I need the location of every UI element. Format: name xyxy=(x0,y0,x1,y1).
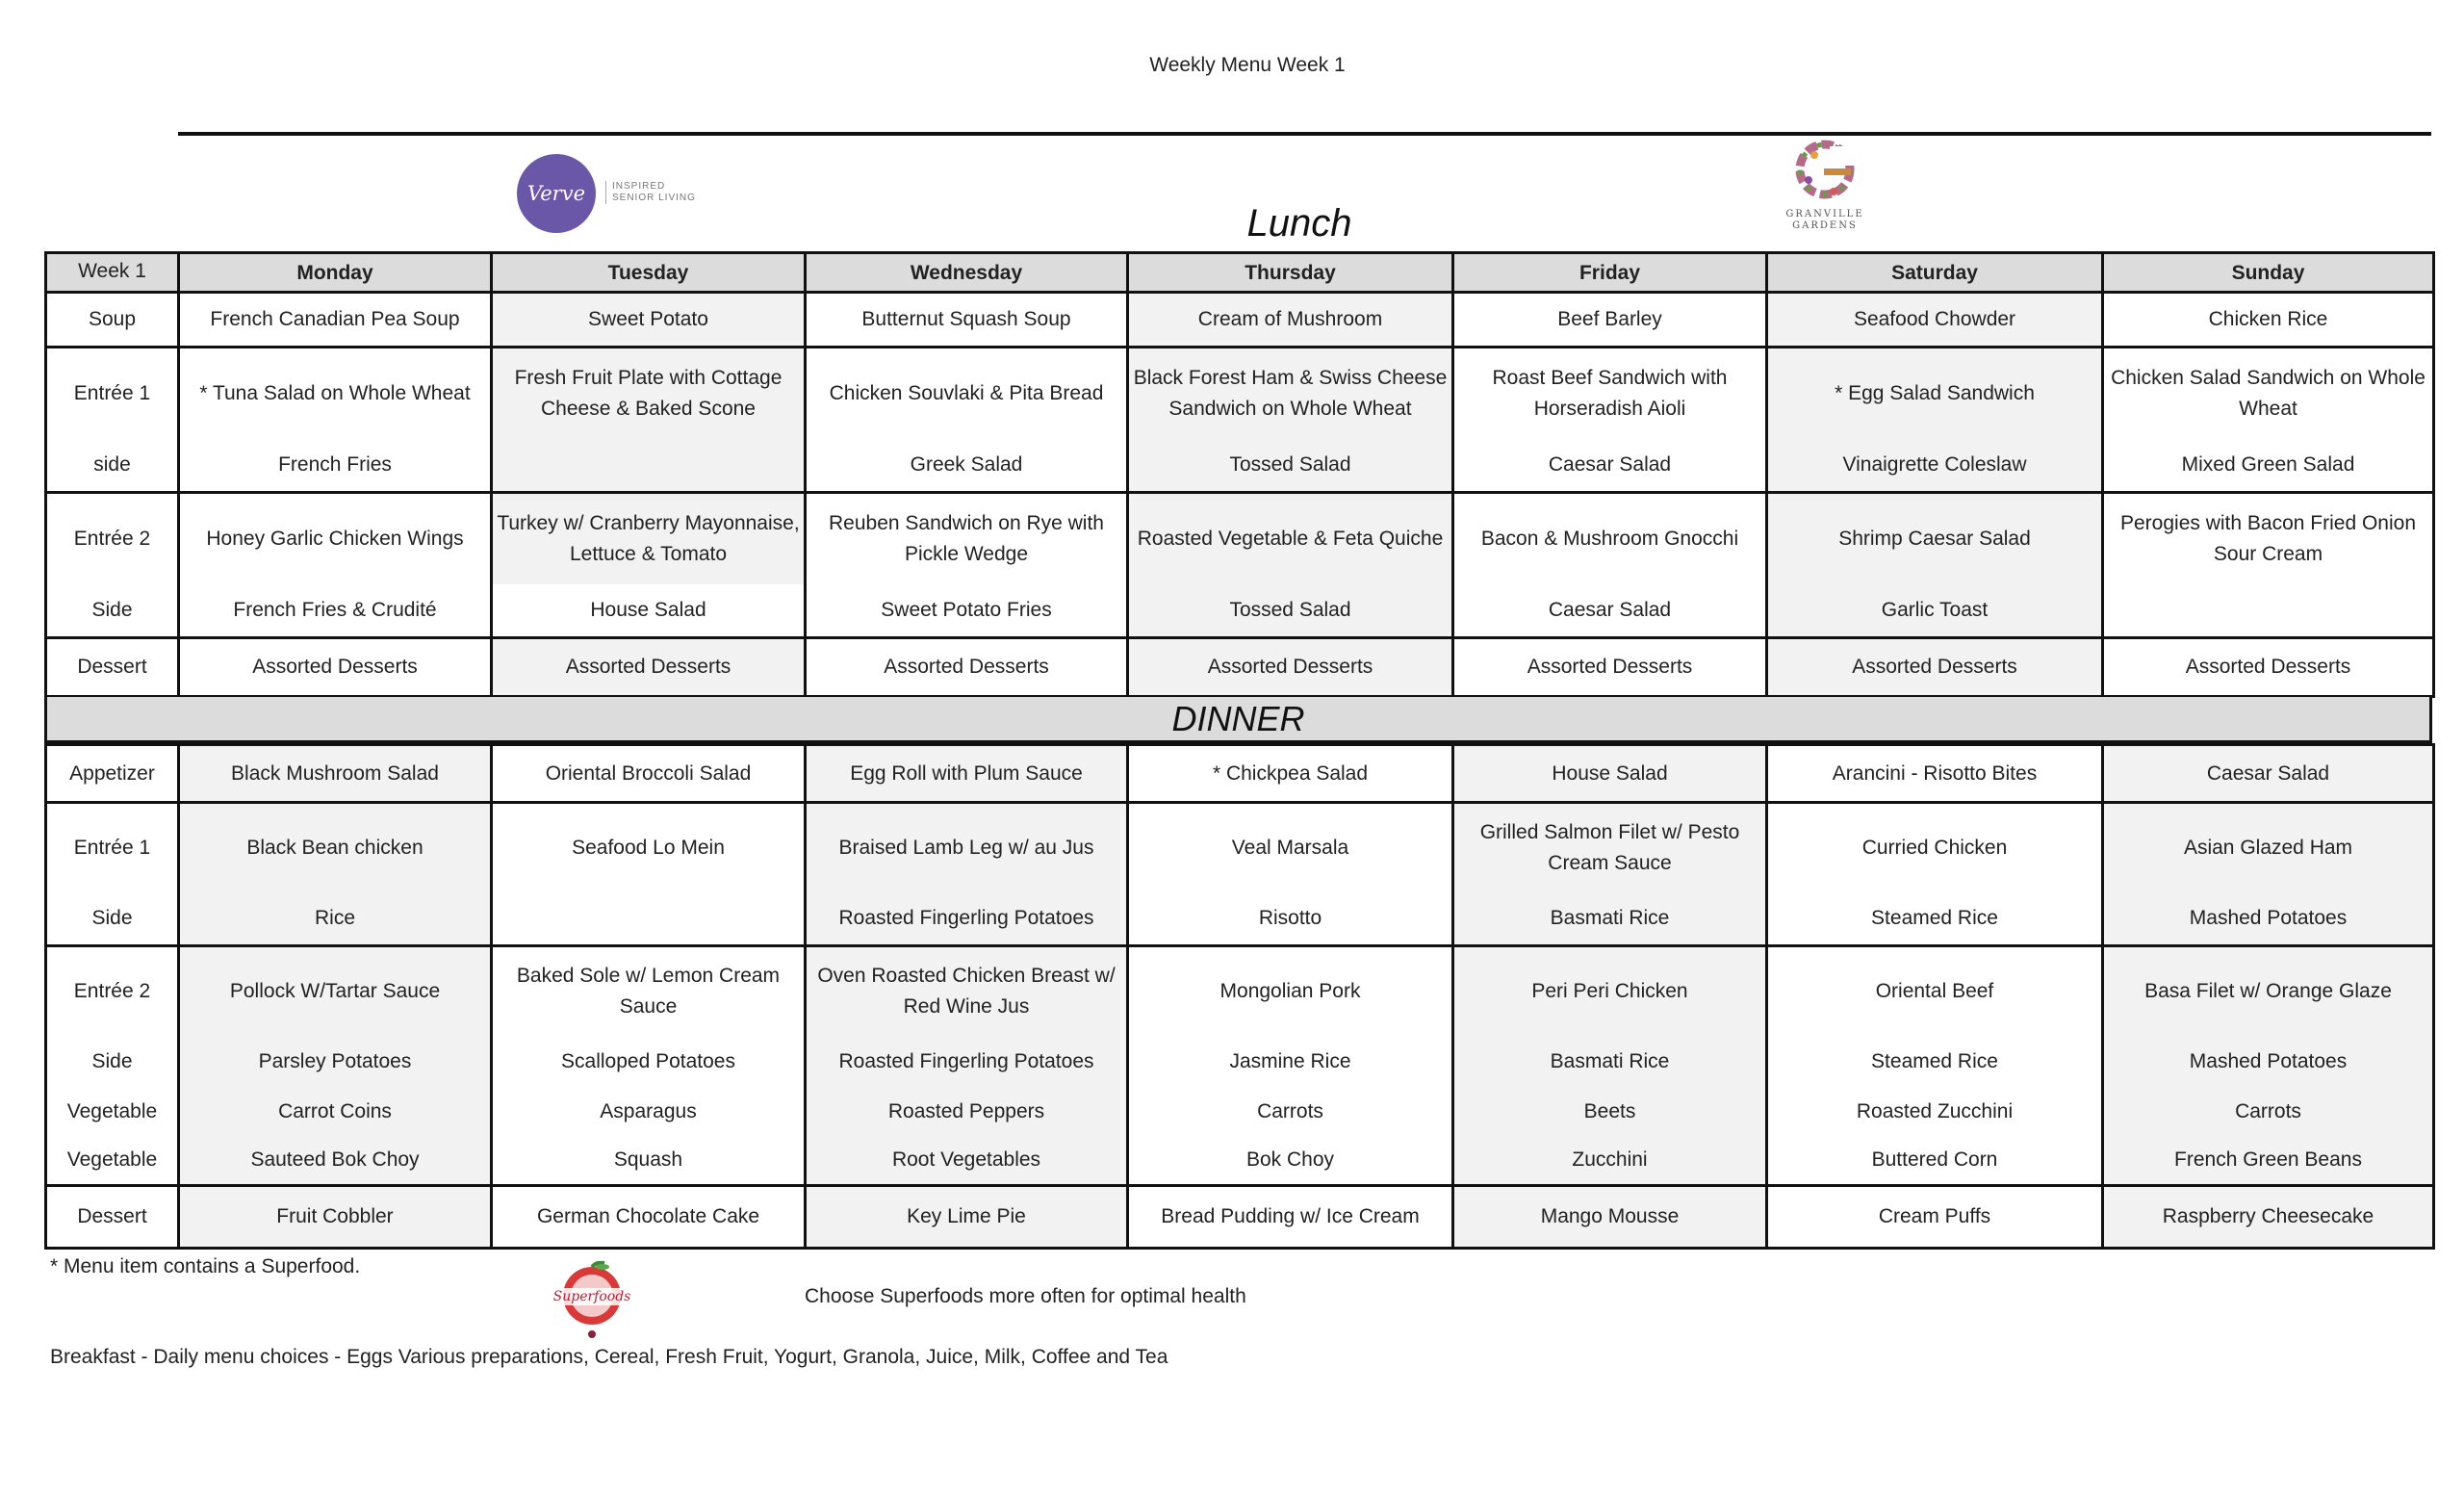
title-divider xyxy=(178,132,2431,136)
menu-vegetable-item: Roasted Peppers xyxy=(887,1100,1045,1122)
menu-item: Black Mushroom Salad xyxy=(231,761,439,785)
menu-vegetable-item: Carrots xyxy=(2235,1100,2301,1122)
menu-item: Chicken Rice xyxy=(2208,308,2328,330)
superfood-tip: Choose Superfoods more often for optimal health xyxy=(805,1285,1246,1307)
row-label: Entrée 1 xyxy=(73,382,151,404)
menu-cell xyxy=(1128,946,1453,1186)
menu-side-item: French Fries xyxy=(278,453,392,476)
menu-cell xyxy=(1453,293,1767,348)
menu-cell xyxy=(1128,493,1453,638)
menu-side-item: Caesar Salad xyxy=(1548,599,1672,621)
menu-cell xyxy=(806,493,1128,638)
menu-cell xyxy=(179,293,492,348)
menu-side-item: Jasmine Rice xyxy=(1229,1050,1351,1072)
lunch-row-entree2 xyxy=(46,493,2434,638)
menu-item: Assorted Desserts xyxy=(252,656,418,678)
menu-cell xyxy=(1453,745,1767,803)
row-sublabel: Side xyxy=(91,907,133,929)
lunch-row-entree1 xyxy=(46,348,2434,493)
menu-side-item: Tossed Salad xyxy=(1229,599,1351,621)
granville-gardens-wordmark xyxy=(1782,209,1868,232)
menu-vegetable-item: Roasted Zucchini xyxy=(1856,1100,2014,1122)
menu-side-item: Steamed Rice xyxy=(1871,1050,1998,1072)
day-header-label: Thursday xyxy=(1245,262,1336,284)
menu-cell xyxy=(806,348,1128,493)
menu-side-item: Caesar Salad xyxy=(1548,453,1672,476)
row-label-cell xyxy=(46,745,179,803)
menu-cell xyxy=(179,638,492,697)
menu-side-item: Mashed Potatoes xyxy=(2189,907,2348,929)
menu-cell xyxy=(1767,745,2103,803)
dinner-row-entree2 xyxy=(46,946,2434,1186)
menu-vegetable-item: Carrot Coins xyxy=(278,1100,392,1122)
lunch-row-dessert xyxy=(46,638,2434,697)
menu-cell xyxy=(1767,946,2103,1186)
day-header-label: Wednesday xyxy=(910,262,1023,284)
menu-item: Fruit Cobbler xyxy=(276,1205,394,1227)
menu-cell xyxy=(2103,946,2434,1186)
menu-item: Roast Beef Sandwich with Horseradish Aioli xyxy=(1492,367,1728,420)
menu-item: Egg Roll with Plum Sauce xyxy=(850,761,1083,785)
menu-item: Assorted Desserts xyxy=(1852,656,2017,678)
row-label: Dessert xyxy=(77,656,147,678)
menu-vegetable-item: Carrots xyxy=(1257,1100,1323,1122)
row-label-cell xyxy=(46,493,179,638)
superfood-footnote: * Menu item contains a Superfood. xyxy=(50,1255,361,1277)
menu-cell xyxy=(806,803,1128,946)
menu-item: Oriental Beef xyxy=(1875,980,1994,1002)
menu-cell xyxy=(1767,493,2103,638)
menu-item: Arancini - Risotto Bites xyxy=(1832,761,2038,785)
menu-cell xyxy=(1767,1186,2103,1249)
menu-item: Oven Roasted Chicken Breast w/ Red Wine Jus xyxy=(817,965,1116,1018)
menu-item: Basa Filet w/ Orange Glaze xyxy=(2144,980,2392,1002)
row-sublabel: Vegetable xyxy=(66,1100,158,1122)
menu-cell xyxy=(2103,638,2434,697)
menu-item: Sweet Potato xyxy=(588,308,708,330)
dinner-row-entree1 xyxy=(46,803,2434,946)
menu-vegetable-item: Asparagus xyxy=(600,1100,697,1122)
dinner-row-appetizer xyxy=(46,745,2434,803)
menu-item: Seafood Lo Mein xyxy=(572,837,725,859)
row-label: Dessert xyxy=(77,1205,147,1227)
menu-item: Chicken Souvlaki & Pita Bread xyxy=(829,382,1104,404)
menu-item: Cream Puffs xyxy=(1878,1205,1991,1227)
menu-vegetable-item: Beets xyxy=(1583,1100,1636,1122)
day-header xyxy=(1767,253,2103,293)
row-label-cell xyxy=(46,1186,179,1249)
menu-item: Baked Sole w/ Lemon Cream Sauce xyxy=(516,965,781,1018)
row-sublabel: side xyxy=(93,453,131,476)
menu-item: Veal Marsala xyxy=(1231,837,1349,859)
menu-item: Cream of Mushroom xyxy=(1197,308,1383,330)
verve-logo-badge xyxy=(517,154,596,233)
menu-vegetable-item: Buttered Corn xyxy=(1871,1148,1998,1171)
menu-cell xyxy=(179,348,492,493)
menu-vegetable-item: Sauteed Bok Choy xyxy=(250,1148,420,1171)
menu-item: Roasted Vegetable & Feta Quiche xyxy=(1137,528,1444,550)
menu-cell xyxy=(1767,803,2103,946)
menu-item: Grilled Salmon Filet w/ Pesto Cream Sauce xyxy=(1479,821,1740,874)
menu-vegetable-item: Squash xyxy=(613,1148,683,1171)
lunch-header-row xyxy=(46,253,2434,293)
menu-cell xyxy=(806,946,1128,1186)
menu-item: Braised Lamb Leg w/ au Jus xyxy=(838,837,1094,859)
menu-cell xyxy=(492,946,806,1186)
row-sublabel: Side xyxy=(91,599,133,621)
menu-vegetable-item: Bok Choy xyxy=(1245,1148,1335,1171)
menu-item: Chicken Salad Sandwich on Whole Wheat xyxy=(2111,367,2426,420)
day-header xyxy=(806,253,1128,293)
menu-cell xyxy=(492,348,806,493)
menu-vegetable-item: Zucchini xyxy=(1572,1148,1648,1171)
granville-g-emblem-icon xyxy=(1791,134,1859,206)
row-label: Entrée 1 xyxy=(73,837,151,859)
menu-item: Reuben Sandwich on Rye with Pickle Wedge xyxy=(828,512,1104,565)
menu-side-item xyxy=(493,439,804,491)
menu-item: Curried Chicken xyxy=(1861,837,2008,859)
menu-item: French Canadian Pea Soup xyxy=(210,308,460,330)
row-label: Entrée 2 xyxy=(73,980,151,1002)
menu-side-item: Steamed Rice xyxy=(1871,907,1998,929)
menu-item: Black Forest Ham & Swiss Cheese Sandwich on Whole Wheat xyxy=(1133,367,1448,420)
menu-item: Caesar Salad xyxy=(2206,761,2330,785)
menu-cell xyxy=(1453,803,1767,946)
menu-item: Mongolian Pork xyxy=(1219,980,1361,1002)
day-header xyxy=(1128,253,1453,293)
menu-cell xyxy=(1767,638,2103,697)
menu-cell xyxy=(1128,293,1453,348)
menu-side-item: Rice xyxy=(314,907,355,929)
document-title: Weekly Menu Week 1 xyxy=(1149,54,1346,76)
menu-side-item: Mixed Green Salad xyxy=(2181,453,2355,476)
menu-item: Peri Peri Chicken xyxy=(1531,980,1688,1002)
dinner-heading: DINNER xyxy=(44,697,2432,743)
menu-cell xyxy=(179,946,492,1186)
menu-item: Assorted Desserts xyxy=(565,656,732,678)
row-label-cell xyxy=(46,803,179,946)
menu-item: Key Lime Pie xyxy=(907,1205,1026,1227)
menu-side-item: Risotto xyxy=(1258,907,1322,929)
menu-cell xyxy=(806,1186,1128,1249)
menu-item: House Salad xyxy=(1552,761,1668,785)
day-header xyxy=(179,253,492,293)
menu-cell xyxy=(1453,946,1767,1186)
menu-side-item: Vinaigrette Coleslaw xyxy=(1842,453,2027,476)
menu-item: Shrimp Caesar Salad xyxy=(1838,528,2031,550)
menu-item: Perogies with Bacon Fried Onion Sour Cream xyxy=(2120,512,2416,565)
day-header-label: Sunday xyxy=(2231,262,2305,284)
week-label: Week 1 xyxy=(78,260,146,282)
menu-cell xyxy=(1453,1186,1767,1249)
menu-item: Beef Barley xyxy=(1557,308,1662,330)
superfoods-logo xyxy=(549,1261,635,1342)
menu-cell xyxy=(806,638,1128,697)
granville-gardens-logo xyxy=(1782,134,1868,245)
menu-cell xyxy=(1767,348,2103,493)
dinner-row-dessert xyxy=(46,1186,2434,1249)
menu-cell xyxy=(2103,293,2434,348)
menu-cell xyxy=(1453,493,1767,638)
day-header xyxy=(1453,253,1767,293)
verve-logo xyxy=(517,154,709,235)
menu-side-item: House Salad xyxy=(590,599,706,621)
menu-vegetable-item: Root Vegetables xyxy=(891,1148,1041,1171)
menu-side-item: French Fries & Crudité xyxy=(233,599,437,621)
granville-wordmark-line1: GRANVILLE xyxy=(1785,209,1864,219)
day-header-label: Saturday xyxy=(1891,262,1978,284)
menu-item: Butternut Squash Soup xyxy=(861,308,1071,330)
menu-item: Assorted Desserts xyxy=(1527,656,1693,678)
row-label: Entrée 2 xyxy=(73,528,151,550)
menu-item: Asian Glazed Ham xyxy=(2183,837,2353,859)
menu-cell xyxy=(2103,745,2434,803)
row-label-cell xyxy=(46,946,179,1186)
menu-cell xyxy=(1453,348,1767,493)
menu-item: Bacon & Mushroom Gnocchi xyxy=(1480,528,1739,550)
menu-cell xyxy=(1128,803,1453,946)
menu-item: German Chocolate Cake xyxy=(536,1205,760,1227)
menu-cell xyxy=(1128,745,1453,803)
menu-cell xyxy=(806,745,1128,803)
menu-vegetable-item: French Green Beans xyxy=(2174,1148,2362,1171)
row-label-cell xyxy=(46,638,179,697)
dinner-menu-table xyxy=(44,743,2435,1250)
menu-item: Fresh Fruit Plate with Cottage Cheese & Baked Scone xyxy=(514,367,783,420)
menu-item: Turkey w/ Cranberry Mayonnaise, Lettuce & Tomato xyxy=(493,494,804,584)
verve-wordmark: Verve xyxy=(527,182,585,205)
menu-cell xyxy=(1128,638,1453,697)
day-header-label: Tuesday xyxy=(607,262,689,284)
verve-tagline-line1: INSPIRED xyxy=(612,181,666,192)
menu-side-item: Basmati Rice xyxy=(1550,907,1670,929)
verve-tagline xyxy=(605,181,718,204)
week-label-cell xyxy=(46,253,179,293)
menu-cell xyxy=(492,803,806,946)
menu-item: * Tuna Salad on Whole Wheat xyxy=(199,382,471,404)
breakfast-note: Breakfast - Daily menu choices - Eggs Various preparations, Cereal, Fresh Fruit, Yogurt, Granola, Juice, Milk, Coffee and Tea xyxy=(50,1346,1168,1368)
row-label: Soup xyxy=(88,308,137,330)
menu-item: Assorted Desserts xyxy=(1207,656,1373,678)
menu-item: Oriental Broccoli Salad xyxy=(545,761,752,785)
lunch-row-soup xyxy=(46,293,2434,348)
menu-side-item: Tossed Salad xyxy=(1229,453,1351,476)
menu-side-item: Greek Salad xyxy=(910,453,1023,476)
menu-side-item: Basmati Rice xyxy=(1550,1050,1670,1072)
menu-side-item: Garlic Toast xyxy=(1881,599,1989,621)
menu-cell xyxy=(179,745,492,803)
menu-cell xyxy=(179,803,492,946)
menu-cell xyxy=(179,493,492,638)
menu-cell xyxy=(492,1186,806,1249)
row-label: Appetizer xyxy=(69,761,155,785)
menu-item: Raspberry Cheesecake xyxy=(2162,1205,2374,1227)
menu-cell xyxy=(492,293,806,348)
menu-side-item: Roasted Fingerling Potatoes xyxy=(838,907,1094,929)
menu-cell xyxy=(1128,1186,1453,1249)
lunch-menu-table xyxy=(44,251,2435,698)
menu-side-item xyxy=(493,892,804,944)
menu-side-item: Parsley Potatoes xyxy=(258,1050,412,1072)
menu-item: * Chickpea Salad xyxy=(1212,761,1369,785)
verve-tagline-line2: SENIOR LIVING xyxy=(612,193,696,203)
menu-cell xyxy=(1128,348,1453,493)
menu-item: Bread Pudding w/ Ice Cream xyxy=(1161,1205,1420,1227)
day-header-label: Monday xyxy=(296,262,373,284)
menu-side-item: Sweet Potato Fries xyxy=(881,599,1052,621)
menu-side-item: Scalloped Potatoes xyxy=(561,1050,735,1072)
day-header xyxy=(492,253,806,293)
day-header xyxy=(2103,253,2434,293)
menu-cell xyxy=(2103,493,2434,638)
menu-cell xyxy=(2103,803,2434,946)
superfoods-wordmark: Superfoods xyxy=(552,1289,631,1304)
menu-item: * Egg Salad Sandwich xyxy=(1835,382,2035,404)
row-sublabel: Side xyxy=(91,1050,133,1072)
menu-item: Black Bean chicken xyxy=(246,837,424,859)
menu-cell xyxy=(806,293,1128,348)
menu-item: Mango Mousse xyxy=(1540,1205,1680,1227)
menu-item: Honey Garlic Chicken Wings xyxy=(206,528,464,550)
lunch-heading: Lunch xyxy=(1246,202,1352,245)
menu-cell xyxy=(492,638,806,697)
menu-cell xyxy=(2103,1186,2434,1249)
menu-side-item: Roasted Fingerling Potatoes xyxy=(838,1050,1094,1072)
menu-item: Assorted Desserts xyxy=(2185,656,2351,678)
menu-cell xyxy=(1767,293,2103,348)
row-label-cell xyxy=(46,293,179,348)
row-sublabel: Vegetable xyxy=(66,1148,158,1171)
row-label-cell xyxy=(46,348,179,493)
menu-cell xyxy=(492,745,806,803)
granville-wordmark-line2: GARDENS xyxy=(1792,220,1858,231)
menu-item: Pollock W/Tartar Sauce xyxy=(229,980,441,1002)
menu-side-item: Mashed Potatoes xyxy=(2189,1050,2348,1072)
menu-cell xyxy=(2103,348,2434,493)
menu-item: Assorted Desserts xyxy=(884,656,1049,678)
menu-cell xyxy=(492,493,806,638)
menu-side-item xyxy=(2104,584,2432,636)
menu-cell xyxy=(179,1186,492,1249)
menu-item: Seafood Chowder xyxy=(1853,308,2016,330)
menu-cell xyxy=(1453,638,1767,697)
day-header-label: Friday xyxy=(1578,262,1641,284)
